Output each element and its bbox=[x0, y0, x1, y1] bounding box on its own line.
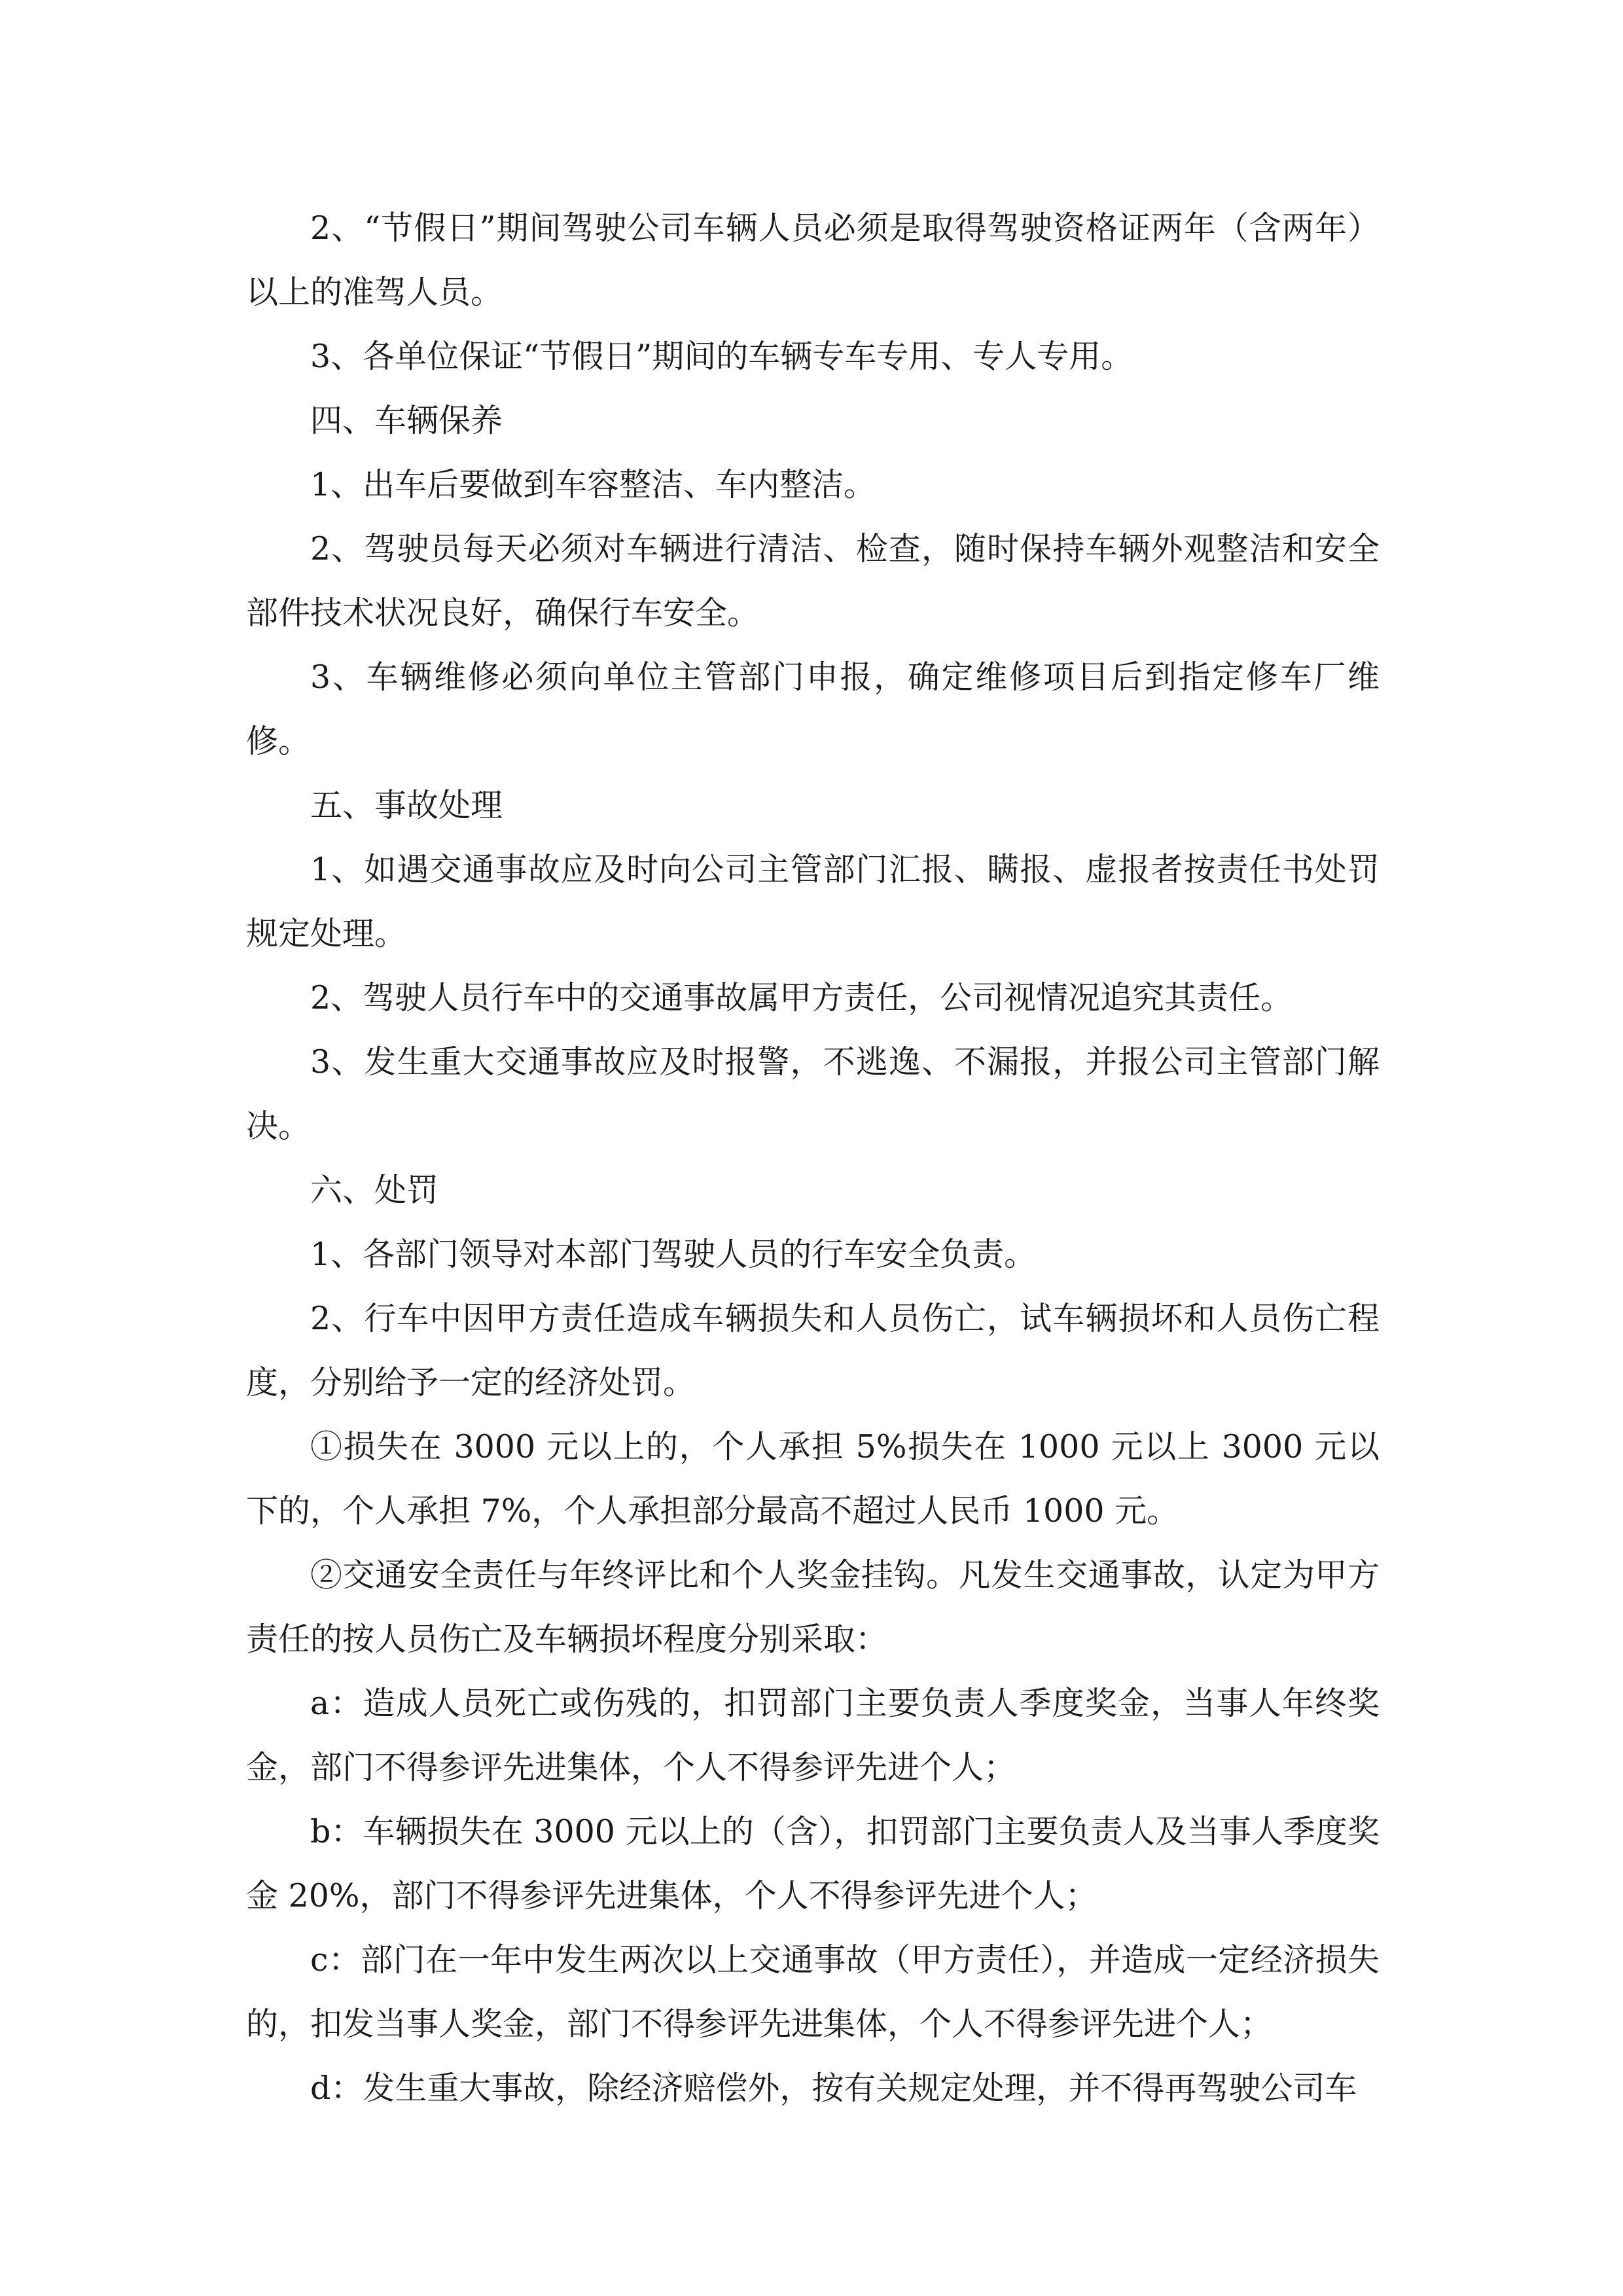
paragraph-maintenance-1: 1、出车后要做到车容整洁、车内整洁。 bbox=[310, 466, 876, 503]
section-heading-accidents: 五、事故处理 bbox=[310, 787, 503, 824]
paragraph-accidents-2: 2、驾驶人员行车中的交通事故属甲方责任，公司视情况追究其责任。 bbox=[310, 979, 1293, 1016]
section-heading-maintenance: 四、车辆保养 bbox=[310, 402, 503, 439]
paragraph-penalties-loss-share: ①损失在 3000 元以上的，个人承担 5%损失在 1000 元以上 3000 元以下的，个人承担 7%，个人承担部分最高不超过人民币 1000 元。 bbox=[246, 1428, 1380, 1530]
paragraph-penalties-item-d: d：发生重大事故，除经济赔偿外，按有关规定处理，并不得再驾驶公司车 bbox=[310, 2070, 1357, 2107]
paragraph-penalties-bonus-link: ②交通安全责任与年终评比和个人奖金挂钩。凡发生交通事故，认定为甲方责任的按人员伤亡及车辆损坏程度分别采取： bbox=[246, 1556, 1380, 1658]
paragraph-accidents-3: 3、发生重大交通事故应及时报警，不逃逸、不漏报，并报公司主管部门解决。 bbox=[246, 1043, 1380, 1145]
paragraph-dedicated-vehicles: 3、各单位保证“节假日”期间的车辆专车专用、专人专用。 bbox=[310, 338, 1133, 375]
paragraph-penalties-item-c: c：部门在一年中发生两次以上交通事故（甲方责任），并造成一定经济损失的，扣发当事人奖金，部门不得参评先进集体，个人不得参评先进个人； bbox=[246, 1941, 1380, 2043]
paragraph-maintenance-2: 2、驾驶员每天必须对车辆进行清洁、检查，随时保持车辆外观整洁和安全部件技术状况良好，确保行车安全。 bbox=[246, 530, 1380, 632]
paragraph-penalties-2: 2、行车中因甲方责任造成车辆损失和人员伤亡，试车辆损坏和人员伤亡程度，分别给予一定的经济处罚。 bbox=[246, 1300, 1380, 1401]
paragraph-penalties-item-b: b：车辆损失在 3000 元以上的（含），扣罚部门主要负责人及当事人季度奖金 20%，部门不得参评先进集体，个人不得参评先进个人； bbox=[246, 1813, 1380, 1914]
document-body bbox=[246, 196, 1380, 2121]
paragraph-accidents-1: 1、如遇交通事故应及时向公司主管部门汇报、瞒报、虚报者按责任书处罚规定处理。 bbox=[246, 851, 1380, 952]
paragraph-licence-requirement: 2、“节假日”期间驾驶公司车辆人员必须是取得驾驶资格证两年（含两年）以上的准驾人员。 bbox=[246, 209, 1380, 311]
section-heading-penalties: 六、处罚 bbox=[310, 1172, 439, 1209]
paragraph-penalties-item-a: a：造成人员死亡或伤残的，扣罚部门主要负责人季度奖金，当事人年终奖金，部门不得参评先进集体，个人不得参评先进个人； bbox=[246, 1685, 1380, 1786]
paragraph-maintenance-3: 3、车辆维修必须向单位主管部门申报，确定维修项目后到指定修车厂维修。 bbox=[246, 658, 1380, 760]
paragraph-penalties-1: 1、各部门领导对本部门驾驶人员的行车安全负责。 bbox=[310, 1236, 1037, 1273]
